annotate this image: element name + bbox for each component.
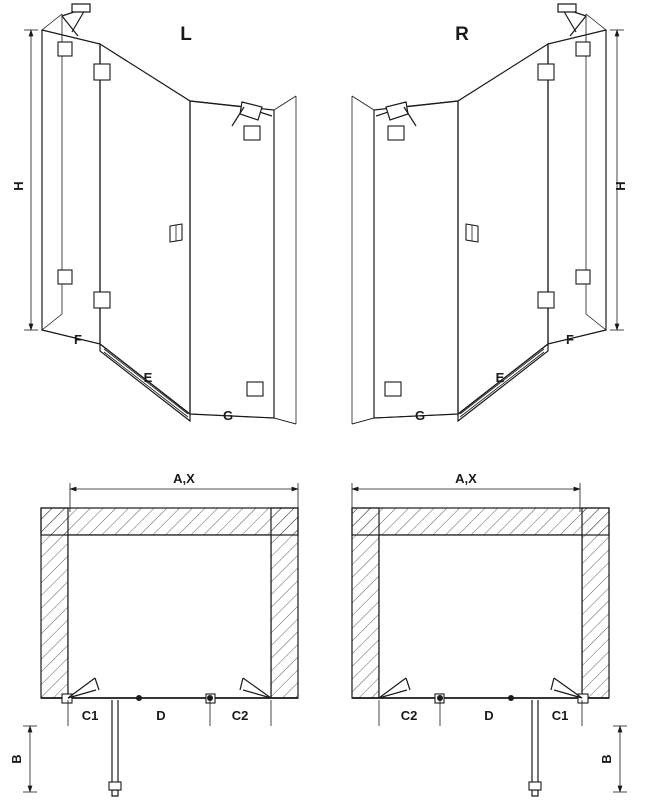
- plan-right-b-label: B: [599, 754, 614, 764]
- plan-right-d-label: D: [484, 708, 494, 723]
- elevation-left-panel-f: [42, 30, 100, 344]
- elevation-right-hinges: [385, 42, 590, 396]
- elevation-right-height-dim: [610, 30, 624, 330]
- elevation-right-perspective: [352, 14, 606, 424]
- plan-left-open-leaf: [109, 700, 121, 796]
- plan-right-top-dim-label: A,X: [455, 471, 477, 486]
- plan-left-d-label: D: [156, 708, 166, 723]
- plan-left-c1-label: C1: [81, 708, 99, 723]
- elevation-left-g-label: G: [222, 408, 234, 423]
- elevation-left-floor-line: [42, 330, 100, 344]
- plan-left-top-dim-label: A,X: [173, 471, 195, 486]
- elevation-right-door-2: [374, 101, 458, 418]
- elevation-left-door-handle: [170, 224, 182, 242]
- elevation-right-g-label: G: [414, 408, 426, 423]
- plan-left-group: [9, 471, 298, 796]
- elevation-left-hinges: [58, 42, 263, 396]
- plan-right-cavity: [379, 535, 582, 698]
- elevation-left-floor-line-3: [274, 418, 296, 424]
- plan-left-b-dim: [23, 726, 37, 792]
- elevation-left-door-2: [190, 101, 274, 418]
- plan-right-c1-label: C1: [551, 708, 569, 723]
- plan-right-c2-label: C2: [400, 708, 418, 723]
- elevation-left-group: [11, 4, 296, 424]
- elevation-right-door-handle: [466, 224, 478, 242]
- elevation-right-h-label: H: [613, 181, 628, 191]
- elevation-right-panel-f: [548, 30, 606, 344]
- plan-left-cavity: [68, 535, 271, 698]
- elevation-left-f-label: F: [74, 332, 82, 347]
- elevation-right-e-label: E: [495, 370, 505, 385]
- plan-right-b-dim: [613, 726, 627, 792]
- elevation-left-h-label: H: [11, 181, 26, 191]
- elevation-right-f-label: F: [566, 332, 574, 347]
- variant-label-left: L: [180, 24, 192, 45]
- elevation-left-height-dim: [24, 30, 38, 330]
- elevation-left-perspective: [42, 14, 296, 424]
- plan-left-b-label: B: [9, 754, 24, 764]
- elevation-left-e-label: E: [143, 370, 153, 385]
- plan-left-c2-label: C2: [231, 708, 249, 723]
- variant-label-right: R: [455, 24, 469, 45]
- plan-right-group: [352, 471, 627, 796]
- plan-right-open-leaf: [529, 700, 541, 796]
- elevation-right-group: [352, 4, 624, 424]
